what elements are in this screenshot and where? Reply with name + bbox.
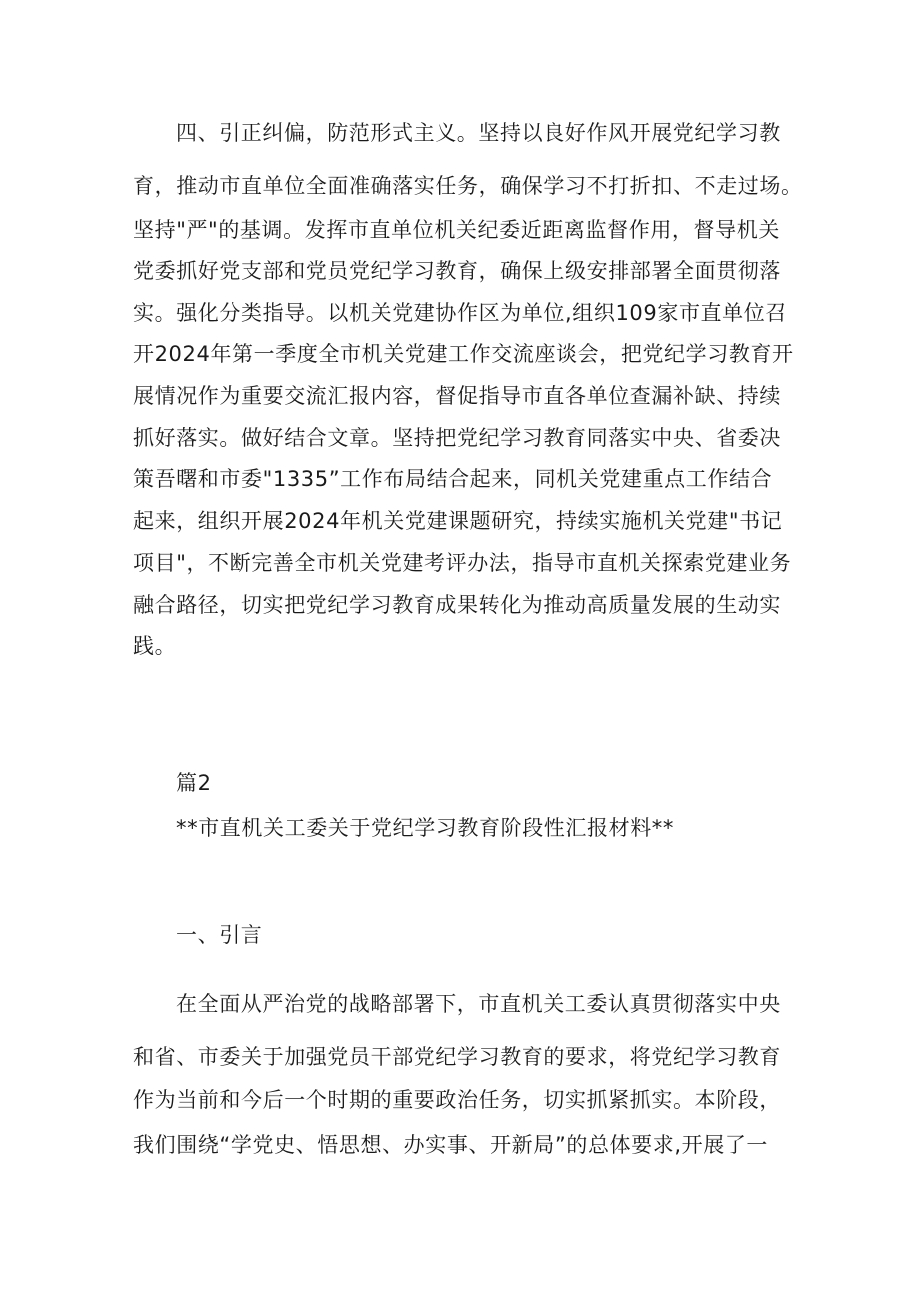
paragraph-line: 在全面从严治党的战略部署下，市直机关工委认真贯彻落实中央 (176, 992, 781, 1016)
paragraph-line: 和省、市委关于加强党员干部党纪学习教育的要求，将党纪学习教育 (133, 1045, 781, 1069)
paragraph-line: 展情况作为重要交流汇报内容，督促指导市直各单位查漏补缺、持续 (133, 384, 781, 408)
paragraph-line: 开2024年第一季度全市机关党建工作交流座谈会，把党纪学习教育开 (133, 342, 794, 366)
paragraph-line: 实。强化分类指导。以机关党建协作区为单位,组织109家市直单位召 (133, 301, 787, 325)
section-heading: 一、引言 (176, 923, 263, 947)
paragraph-line: 策吾曙和市委"1335”工作布局结合起来，同机关党建重点工作结合 (133, 467, 773, 491)
paragraph-line: 项目"，不断完善全市机关党建考评办法，指导市直机关探索党建业务 (133, 551, 792, 575)
paragraph-line: 抓好落实。做好结合文章。坚持把党纪学习教育同落实中央、省委决 (133, 426, 781, 450)
part-label: 篇2 (176, 771, 212, 795)
paragraph-line: 起来，组织开展2024年机关党建课题研究，持续实施机关党建"书记 (133, 509, 783, 533)
paragraph-line: 作为当前和今后一个时期的重要政治任务，切实抓紧抓实。本阶段， (133, 1088, 781, 1112)
paragraph-line: 践。 (133, 634, 177, 658)
document-title: **市直机关工委关于党纪学习教育阶段性汇报材料** (176, 816, 674, 840)
paragraph-line: 我们围绕“学党史、悟思想、办实事、开新局”的总体要求,开展了一 (133, 1133, 769, 1157)
paragraph-line: 育，推动市直单位全面准确落实任务，确保学习不打折扣、不走过场。 (133, 174, 803, 198)
paragraph-line: 坚持"严"的基调。发挥市直单位机关纪委近距离监督作用，督导机关 (133, 218, 780, 242)
paragraph-line: 四、引正纠偏，防范形式主义。坚持以良好作风开展党纪学习教 (176, 121, 781, 145)
paragraph-line: 融合路径，切实把党纪学习教育成果转化为推动高质量发展的生动实 (133, 593, 781, 617)
paragraph-line: 党委抓好党支部和党员党纪学习教育，确保上级安排部署全面贯彻落 (133, 259, 781, 283)
